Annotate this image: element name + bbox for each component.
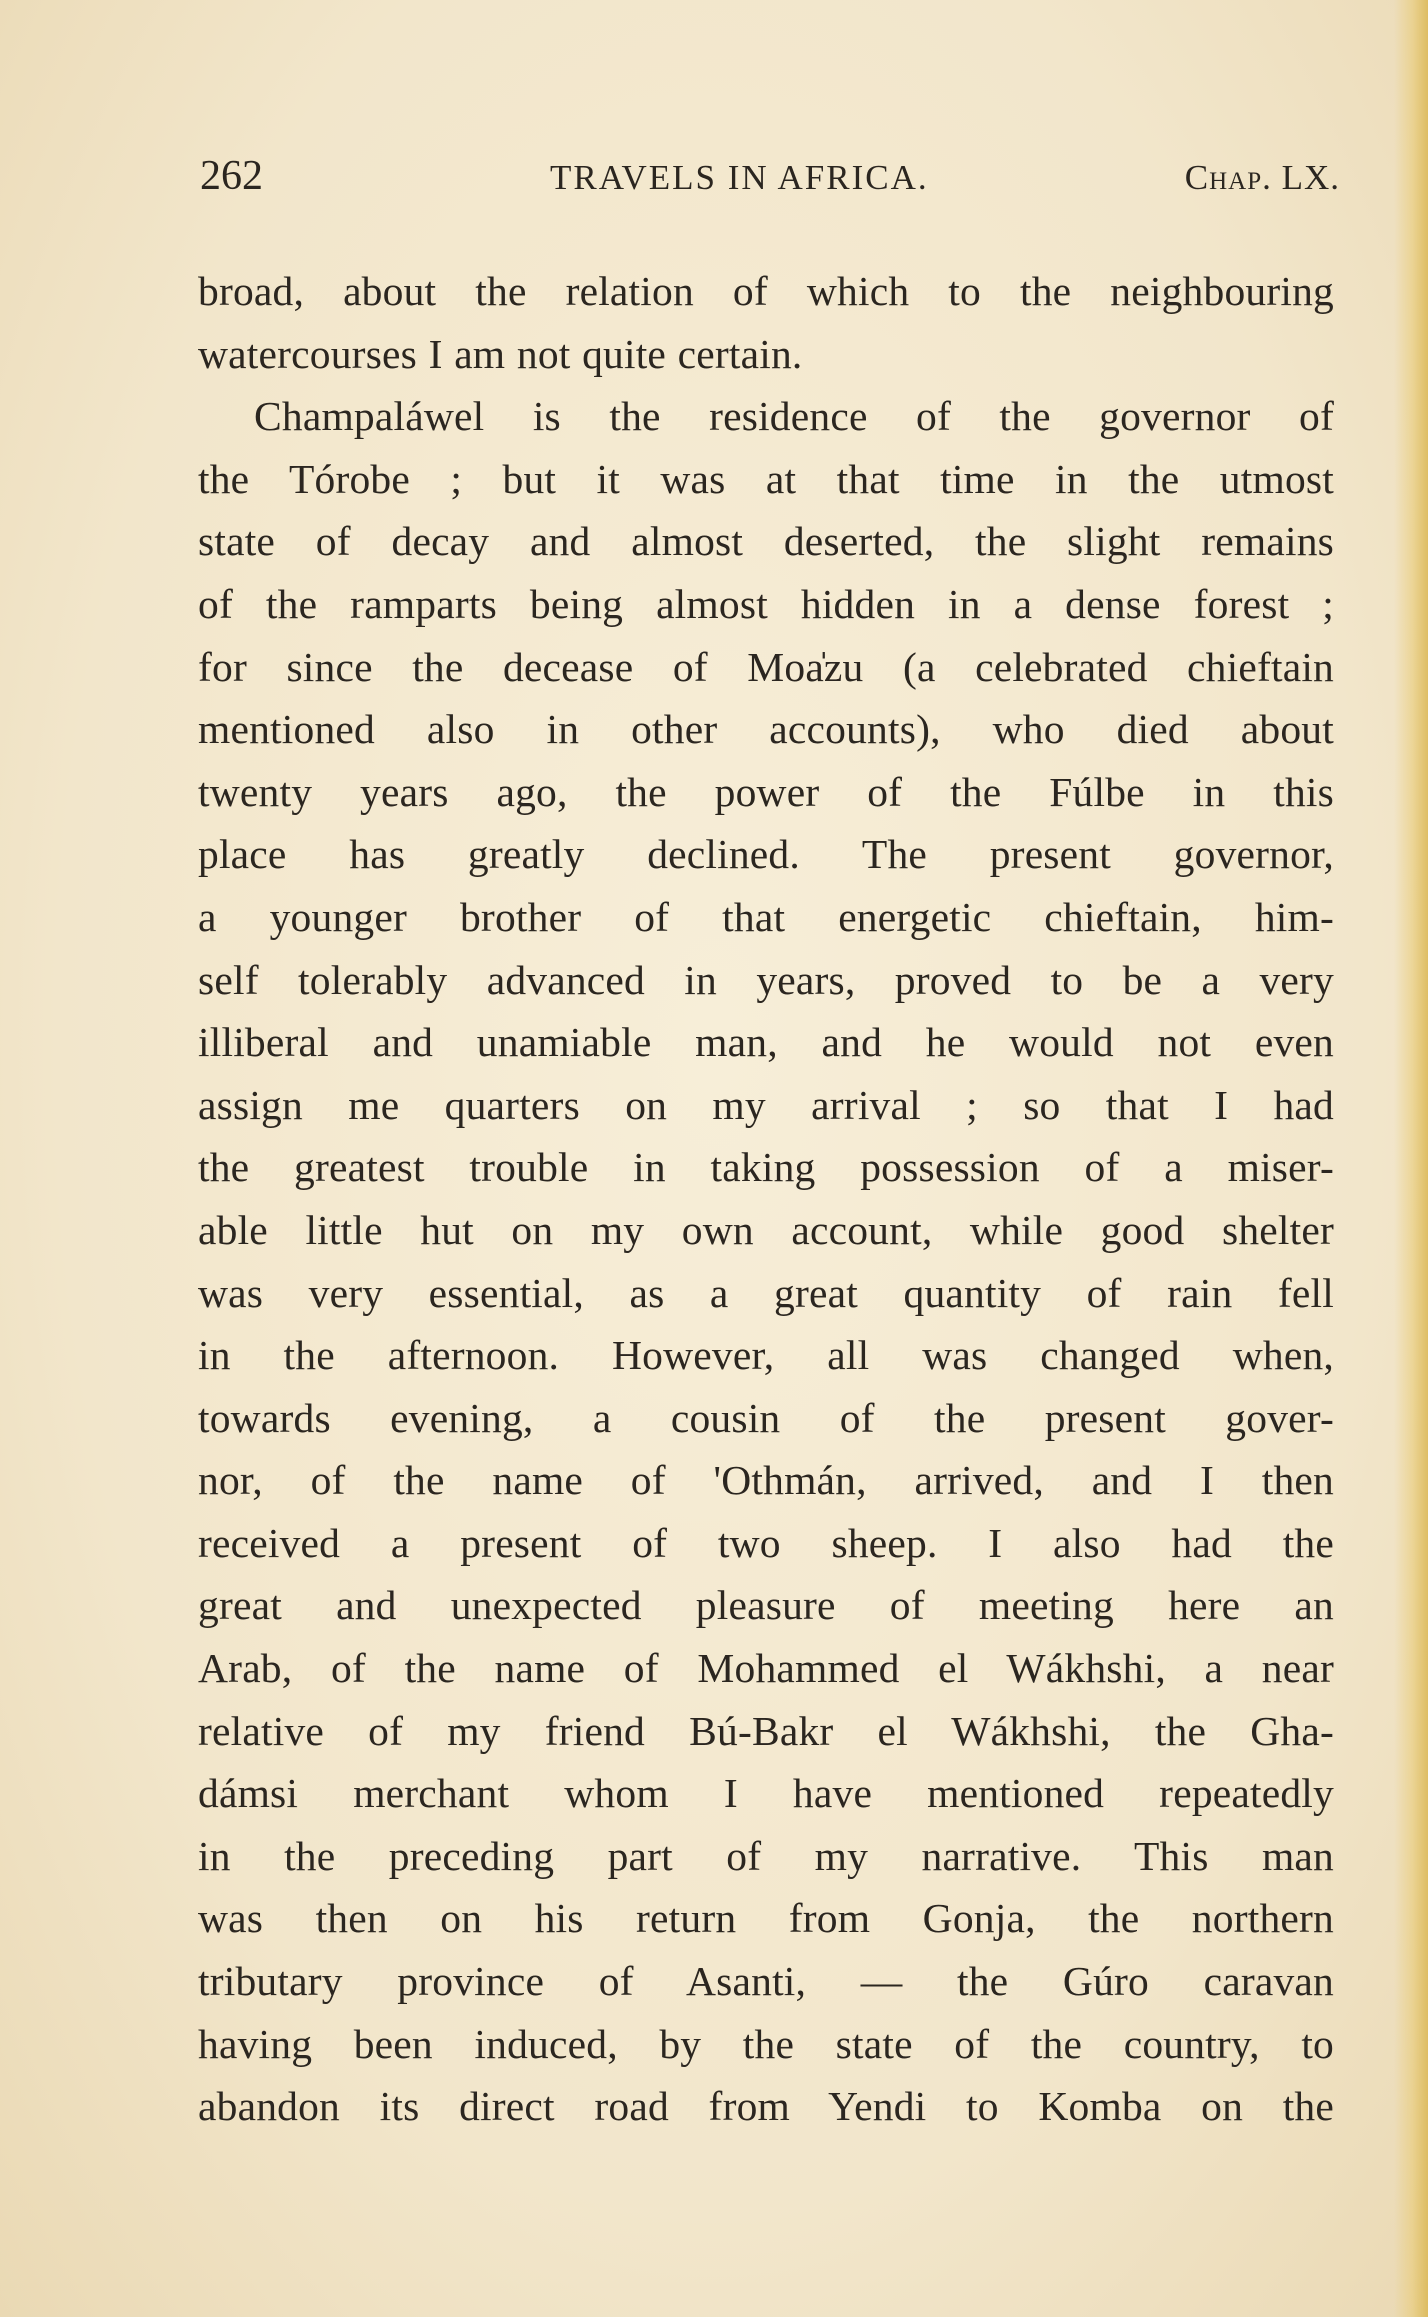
text-line: mentioned also in other accounts), who died about — [198, 706, 1334, 753]
text-line: for since the decease of Moa̍zu (a celebrated chieftain — [198, 643, 1334, 690]
text-line: having been induced, by the state of the country, to — [198, 2020, 1334, 2067]
text-line: dámsi merchant whom I have mentioned repeatedly — [198, 1770, 1334, 1817]
text-line: assign me quarters on my arrival ; so that I had — [198, 1081, 1334, 1128]
text-line: Arab, of the name of Mohammed el Wákhshi, a near — [198, 1645, 1334, 1692]
text-line: in the preceding part of my narrative. This man — [198, 1832, 1334, 1879]
text-line: place has greatly declined. The present governor, — [198, 831, 1334, 878]
body-text — [198, 260, 1334, 2138]
page-edge-shadow — [1394, 0, 1428, 2317]
text-line: the Tórobe ; but it was at that time in the utmost — [198, 455, 1334, 502]
chapter-heading: Chap. LX. — [1184, 158, 1340, 197]
page-number: 262 — [200, 153, 263, 199]
text-line: illiberal and unamiable man, and he would not even — [198, 1019, 1334, 1066]
text-line: abandon its direct road from Yendi to Komba on the — [198, 2083, 1334, 2130]
text-line: twenty years ago, the power of the Fúlbe in this — [198, 768, 1334, 815]
running-head — [200, 150, 1340, 200]
text-line: the greatest trouble in taking possession of a miser- — [198, 1144, 1334, 1191]
text-line: was then on his return from Gonja, the northern — [198, 1895, 1334, 1942]
text-line: watercourses I am not quite certain. — [198, 330, 803, 377]
text-line: broad, about the relation of which to the neighbouring — [198, 268, 1334, 314]
text-line: received a present of two sheep. I also had the — [198, 1519, 1334, 1566]
text-line: in the afternoon. However, all was changed when, — [198, 1332, 1334, 1379]
text-line: self tolerably advanced in years, proved to be a very — [198, 956, 1334, 1003]
text-line: relative of my friend Bú-Bakr el Wákhshi, the Gha- — [198, 1707, 1334, 1754]
text-line: great and unexpected pleasure of meeting here an — [198, 1582, 1334, 1629]
text-line: of the ramparts being almost hidden in a dense forest ; — [198, 580, 1334, 627]
text-line: state of decay and almost deserted, the slight remains — [198, 518, 1334, 565]
text-line: tributary province of Asanti, — the Gúro caravan — [198, 1958, 1334, 2005]
text-line: a younger brother of that energetic chieftain, him- — [198, 893, 1334, 940]
text-line: was very essential, as a great quantity of rain fell — [198, 1269, 1334, 1316]
text-line: nor, of the name of 'Othmán, arrived, and I then — [198, 1457, 1334, 1504]
book-title: TRAVELS IN AFRICA. — [550, 158, 929, 197]
text-line: able little hut on my own account, while good shelter — [198, 1206, 1334, 1253]
text-line: Champaláwel is the residence of the governor of — [254, 393, 1334, 440]
text-line: towards evening, a cousin of the present gover- — [198, 1394, 1334, 1441]
